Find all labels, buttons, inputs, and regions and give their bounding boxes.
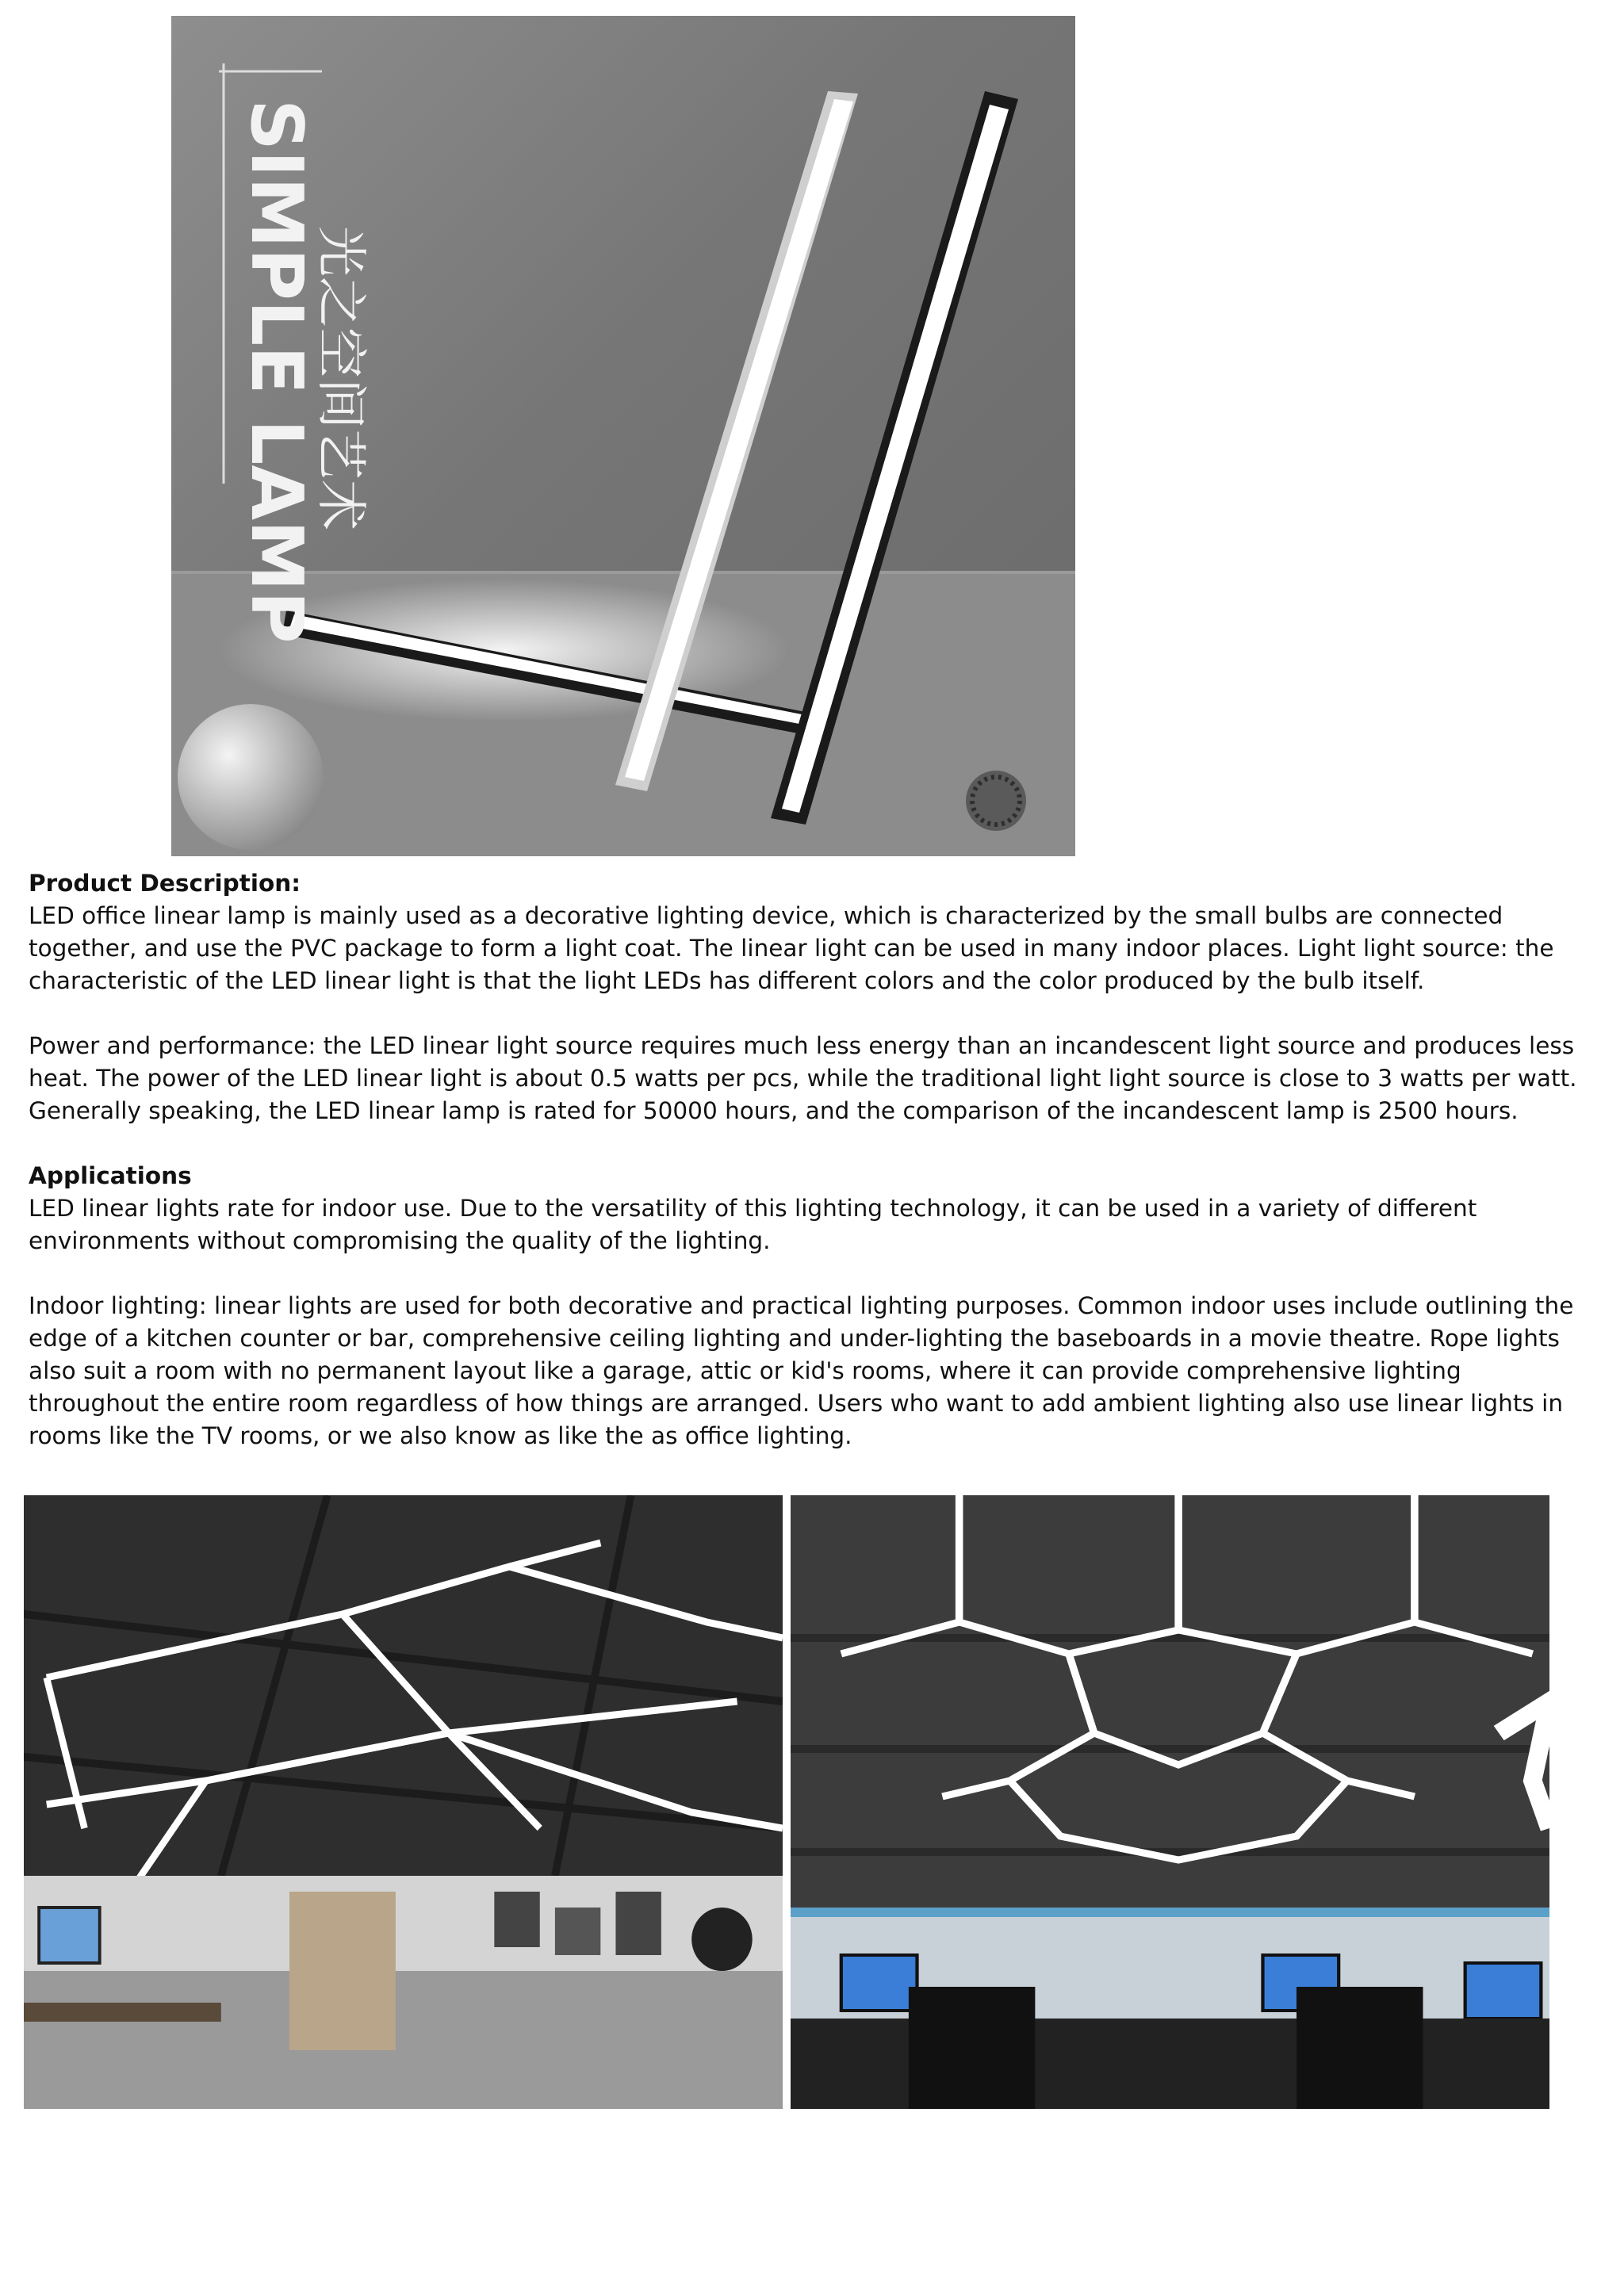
- applications-heading: Applications: [29, 1162, 192, 1189]
- office-photo-honeycomb-lights: [791, 1495, 1549, 2109]
- description-paragraph-1: LED office linear lamp is mainly used as a decorative lighting device, which is characterized by the small bulbs are connected together, and use the PVC package to form a light coat. The linear light can be used in many indoor places. Light light source: the characteristic of the LED linear light is that the light LEDs has different colors and the color produced by the bulb itself.: [29, 902, 1554, 994]
- description-paragraph-2: Power and performance: the LED linear light source requires much less energy than an incandescent light source and produces less heat. The power of the LED linear light is about 0.5 watts per pcs, while the traditional light light source is close to 3 watts per watt. Generally speaking, the LED linear lamp is rated for 50000 hours, and the comparison of the incandescent lamp is 2500 hours.: [29, 1032, 1577, 1124]
- product-description-section: [29, 867, 1583, 1500]
- hero-product-image: [171, 16, 1075, 856]
- hero-title-cn: 光之空间艺术: [311, 226, 370, 530]
- hero-lamp-illustration: [171, 16, 1075, 856]
- hero-title-en: SIMPLE LAMP: [235, 99, 318, 644]
- installation-gallery: [24, 1495, 1549, 2109]
- applications-paragraph-1: LED linear lights rate for indoor use. Due to the versatility of this lighting technology, it can be used in a variety of different environments without compromising the quality of the lighting.: [29, 1195, 1477, 1254]
- applications-paragraph-2: Indoor lighting: linear lights are used for both decorative and practical lighting purposes. Common indoor uses include outlining the edge of a kitchen counter or bar, comprehensive ceiling lighting and under-lighting the baseboards in a movie theatre. Rope lights also suit a room with no permanent layout like a garage, attic or kid's rooms, where it can provide comprehensive lighting throughout the entire room regardless of how things are arranged. Users who want to add ambient lighting also use linear lights in rooms like the TV rooms, or we also know as like the as office lighting.: [29, 1292, 1574, 1449]
- product-description-heading: Product Description:: [29, 870, 301, 897]
- office-photo-grid-lights: [24, 1495, 783, 2109]
